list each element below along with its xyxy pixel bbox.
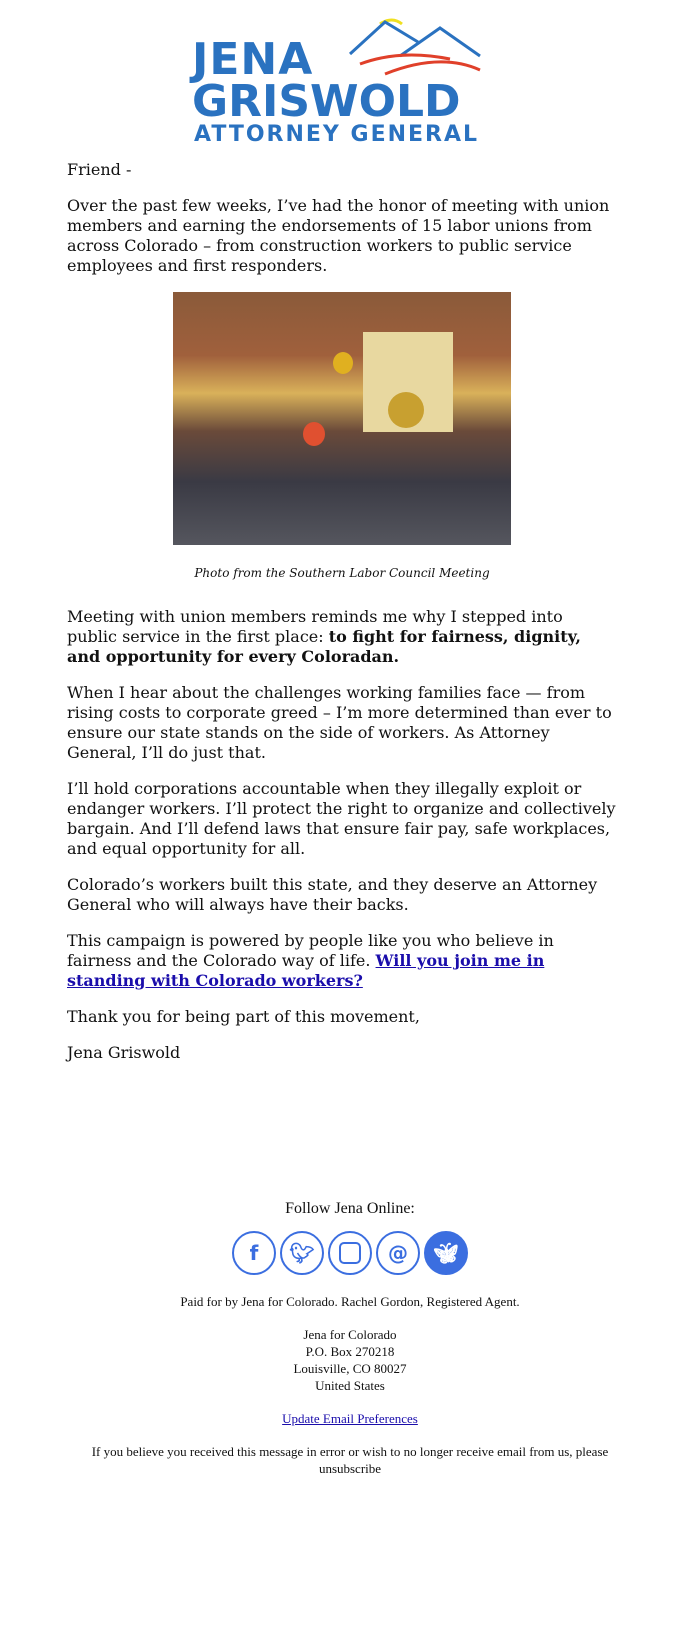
address-line: Louisville, CO 80027: [293, 1361, 407, 1376]
instagram-icon[interactable]: [328, 1231, 372, 1275]
paragraph: I’ll hold corporations accountable when they illegally exploit or endanger workers. I’ll protect the right to organize and collectively bargain. And I’ll defend laws that ensure fair pay, safe workplaces, and equal opportunity for all.: [67, 779, 616, 858]
paragraph: When I hear about the challenges working families face — from rising costs to corporate greed – I’m more determined than ever to ensure our state stands on the side of workers. As Attorney General, I’ll do just that.: [67, 683, 612, 762]
donate-link[interactable]: Will you join me in standing with Colorado workers?: [67, 951, 545, 990]
follow-label: Follow Jena Online:: [285, 1200, 415, 1217]
footer: [0, 1200, 700, 1477]
address-line: P.O. Box 270218: [305, 1344, 395, 1359]
paragraph: [67, 607, 617, 667]
threads-icon[interactable]: @: [376, 1231, 420, 1275]
photo-caption: Photo from the Southern Labor Council Meeting: [194, 566, 490, 580]
event-photo: [173, 292, 511, 545]
paragraph: Over the past few weeks, I’ve had the honor of meeting with union members and earning the endorsements of 15 labor unions from across Colorado – from construction workers to public service employees and first responders.: [67, 196, 610, 275]
unsubscribe-text[interactable]: If you believe you received this message in error or wish to no longer receive email from us, please unsubscribe: [91, 1444, 609, 1476]
bluesky-icon[interactable]: 🦋︎: [424, 1231, 468, 1275]
email-body: [67, 160, 617, 1079]
facebook-icon[interactable]: f: [232, 1231, 276, 1275]
paragraph: [67, 931, 617, 991]
address: [0, 1326, 700, 1394]
address-line: Jena for Colorado: [303, 1327, 397, 1342]
text: Meeting with union members reminds me why I stepped into public service in the first place:: [67, 607, 563, 646]
paragraph: Colorado’s workers built this state, and they deserve an Attorney General who will always have their backs.: [67, 875, 598, 914]
address-line: United States: [315, 1378, 385, 1393]
signature: Jena Griswold: [67, 1043, 181, 1062]
logo-line1: JENA: [192, 34, 314, 85]
text: This campaign is powered by people like you who believe in fairness and the Colorado way of life.: [67, 931, 554, 970]
twitter-icon[interactable]: 🐦︎: [280, 1231, 324, 1275]
social-icons: [0, 1231, 700, 1275]
paid-for-disclaimer: Paid for by Jena for Colorado. Rachel Gordon, Registered Agent.: [180, 1294, 520, 1309]
bold-text: to fight for fairness, dignity, and opportunity for every Coloradan.: [67, 627, 581, 666]
logo-line3: ATTORNEY GENERAL: [194, 122, 480, 147]
greeting: Friend -: [67, 160, 132, 179]
mountain-icon: [340, 14, 490, 84]
logo-line2: GRISWOLD: [192, 76, 461, 127]
update-preferences-link[interactable]: Update Email Preferences: [282, 1411, 418, 1426]
campaign-logo: [190, 14, 490, 150]
closing: Thank you for being part of this movement,: [67, 1007, 420, 1026]
